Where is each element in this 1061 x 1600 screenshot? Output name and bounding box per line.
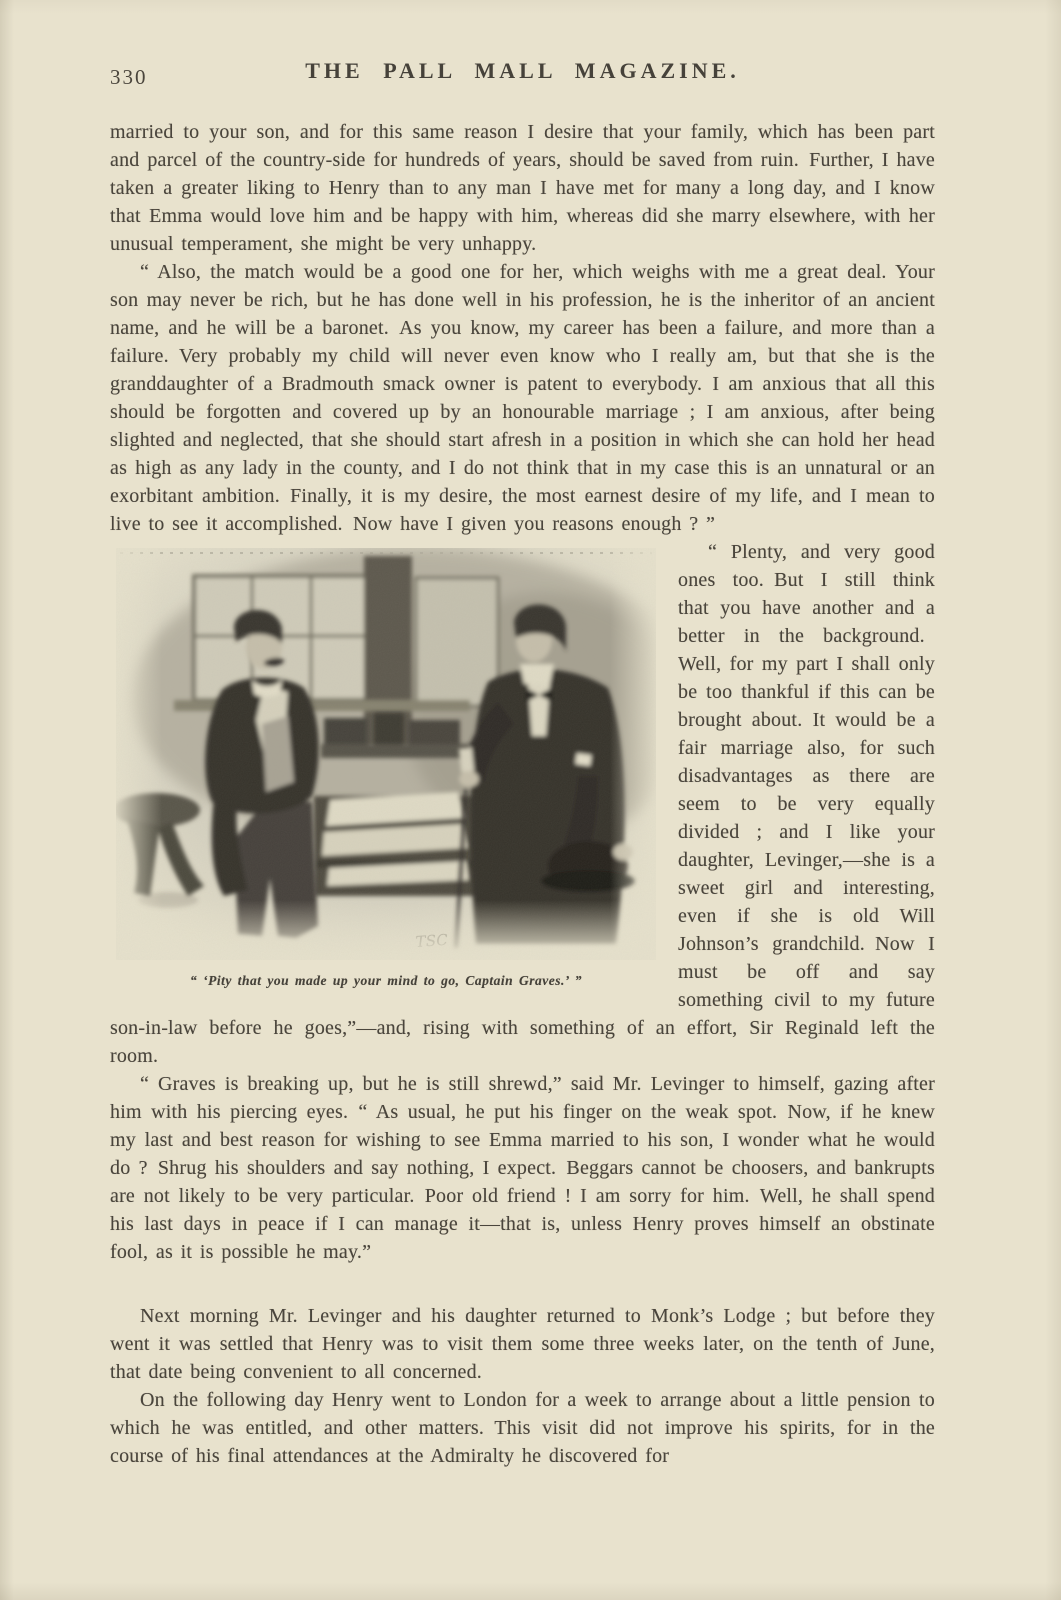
body-paragraph: On the following day Henry went to London for a week to arrange about a little pension to which he was entitled, and other matters. This visit did not improve his spirits, for in the course of his final attendances at the Admiralty he discovered for xyxy=(110,1389,935,1467)
illustration-caption: “ ‘Pity that you made up your mind to go, Captain Graves.’ ” xyxy=(189,973,582,988)
body-paragraph: “ Plenty, and very good ones too. But I still think that you have another and a better in the background. Well, for my part I shall only be too thankful if this can be brought about. It would be a fair marriage also, for such disadvantages as there are seem to be very equally divided ; and I like your daughter, Levinger,—she is a sweet girl and interesting, even if she is old Will Johnson’s grandchild. Now I must be off and say something civil to my future son-in-law before he goes,”—and, rising with something of an effort, Sir Reginald left the room. xyxy=(110,541,935,1067)
article-body xyxy=(110,118,935,1470)
body-paragraph: “ Graves is breaking up, but he is still shrewd,” said Mr. Levinger to himself, gazing after him with his piercing eyes. “ As usual, he put his finger on the weak spot. Now, if he knew my last and best reason for wishing to see Emma married to his son, I wonder what he would do ? Shrug his shoulders and say nothing, I expect. Beggars cannot be choosers, and bankrupts are not likely to be very particular. Poor old friend ! I am sorry for him. Well, he shall spend his last days in peace if I can manage it—that is, unless Henry proves himself an obstinate fool, as it is possible he may.” xyxy=(110,1073,935,1263)
body-paragraph: “ Also, the match would be a good one for her, which weighs with me a great deal. Your son may never be rich, but he has done well in his profession, he is the inheritor of an ancient name, and he will be a baronet. As you know, my career has been a failure, and more than a failure. Very probably my child will never even know who I really am, but that she is the granddaughter of a Bradmouth smack owner is patent to everybody. I am anxious that all this should be forgotten and covered up by an honourable marriage ; I am anxious, after being slighted and neglected, that she should start afresh in a position in which she can hold her head as high as any lady in the county, and I do not think that in my case this is an unnatural or an exorbitant ambition. Finally, it is my desire, the most earnest desire of my life, and I mean to live to see it accomplished. Now have I given you reasons enough ? ” xyxy=(110,261,935,535)
illustration-image xyxy=(116,548,656,960)
body-paragraph: Next morning Mr. Levinger and his daughter returned to Monk’s Lodge ; but before they went it was settled that Henry was to visit them some three weeks later, on the tenth of June, that date being convenient to all concerned. xyxy=(110,1305,935,1383)
page-number: 330 xyxy=(110,65,148,89)
page-header xyxy=(110,58,935,92)
body-paragraph: married to your son, and for this same reason I desire that your family, which has been part and parcel of the country-side for hundreds of years, should be saved from ruin. Further, I have taken a greater liking to Henry than to any man I have met for many a long day, and I know that Emma would love him and be happy with him, whereas did she marry elsewhere, with her unusual temperament, she might be very unhappy. xyxy=(110,121,935,255)
magazine-title: THE PALL MALL MAGAZINE. xyxy=(305,58,740,83)
illustration xyxy=(110,548,662,990)
